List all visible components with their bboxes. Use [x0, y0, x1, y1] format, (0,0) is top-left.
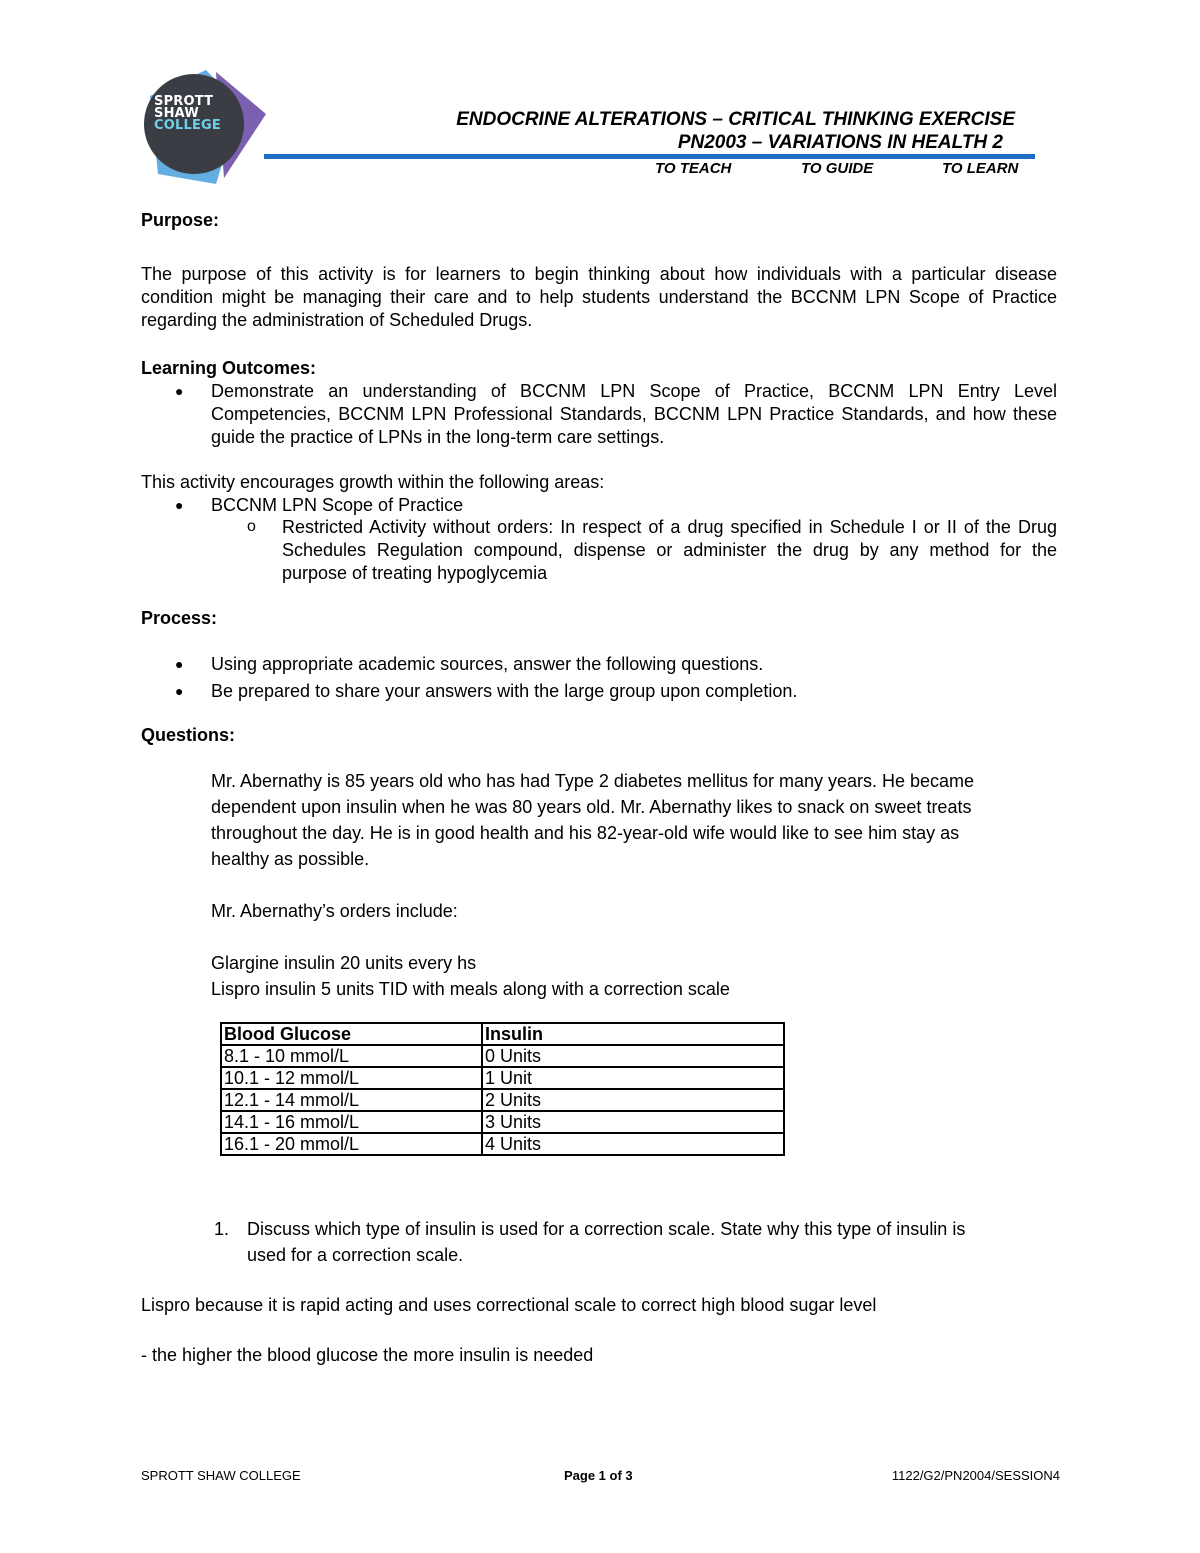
purpose-text: The purpose of this activity is for learners to begin thinking about how individuals with a particular disease condition might be managing their care and to help students understand the BCCNM LPN Scope of Practice regarding the administration of Scheduled Drugs. — [141, 264, 1057, 330]
insulin-cell: 1 Unit — [482, 1067, 784, 1089]
bullet-icon: ● — [175, 656, 184, 672]
tagline-teach: TO TEACH — [655, 160, 732, 177]
sub-bullet-icon: o — [247, 518, 256, 535]
tagline-learn: TO LEARN — [942, 160, 1019, 177]
insulin-cell: 4 Units — [482, 1133, 784, 1155]
glucose-cell: 8.1 - 10 mmol/L — [221, 1045, 482, 1067]
title-line: ENDOCRINE ALTERATIONS – CRITICAL THINKING EXERCISE — [456, 109, 1015, 130]
order-glargine: Glargine insulin 20 units every hs — [211, 953, 477, 973]
correction-scale-table — [220, 1022, 785, 1156]
footer-page-number: Page 1 of 3 — [564, 1468, 633, 1483]
question-1-number: 1. — [214, 1219, 230, 1239]
scenario-line-4: healthy as possible. — [211, 849, 370, 869]
bullet-icon: ● — [175, 683, 184, 699]
header-blood-glucose: Blood Glucose — [221, 1023, 482, 1045]
taglines — [655, 160, 1025, 180]
growth-subitem: Restricted Activity without orders: In respect of a drug specified in Schedule I or II of the Drug Schedules Regulation compound, dispense or administer the drug by any method for the purpose of treating hypoglycemia — [282, 517, 1057, 583]
table-row — [221, 1133, 784, 1155]
scenario-line-2: dependent upon insulin when he was 80 years old. Mr. Abernathy likes to snack on sweet treats — [211, 797, 972, 817]
header-rule — [264, 154, 1035, 159]
insulin-cell: 3 Units — [482, 1111, 784, 1133]
learning-outcomes-heading: Learning Outcomes: — [141, 358, 317, 378]
document-title — [456, 108, 1015, 154]
table-header-row — [221, 1023, 784, 1045]
logo-line-2: SHAW — [154, 106, 199, 121]
footer-code: 1122/G2/PN2004/SESSION4 — [891, 1468, 1060, 1483]
scenario-line-1: Mr. Abernathy is 85 years old who has had Type 2 diabetes mellitus for many years. He became — [211, 771, 975, 791]
answer-line-1: Lispro because it is rapid acting and uses correctional scale to correct high blood sugar level — [141, 1295, 877, 1315]
orders-intro: Mr. Abernathy’s orders include: — [211, 901, 458, 921]
insulin-cell: 2 Units — [482, 1089, 784, 1111]
growth-item: BCCNM LPN Scope of Practice — [211, 495, 464, 515]
table-row — [221, 1045, 784, 1067]
purpose-heading: Purpose: — [141, 210, 220, 230]
tagline-guide: TO GUIDE — [801, 160, 874, 177]
scenario-line-3: throughout the day. He is in good health and his 82-year-old wife would like to see him stay as — [211, 823, 960, 843]
logo-wordmark — [154, 96, 221, 132]
table-row — [221, 1067, 784, 1089]
process-item-1: Using appropriate academic sources, answer the following questions. — [211, 654, 764, 674]
question-1-line-2: used for a correction scale. — [247, 1245, 464, 1265]
glucose-cell: 12.1 - 14 mmol/L — [221, 1089, 482, 1111]
footer-college: SPROTT SHAW COLLEGE — [141, 1468, 301, 1483]
process-heading: Process: — [141, 608, 218, 628]
bullet-icon: ● — [175, 383, 184, 399]
learning-outcome-item: Demonstrate an understanding of BCCNM LPN Scope of Practice, BCCNM LPN Entry Level Competencies, BCCNM LPN Professional Standards, BCCNM LPN Practice Standards, and how these guide the practice of LPNs in the long-term care settings. — [211, 381, 1057, 447]
insulin-cell: 0 Units — [482, 1045, 784, 1067]
table-row — [221, 1089, 784, 1111]
course-subtitle: PN2003 – VARIATIONS IN HEALTH 2 — [677, 132, 1003, 153]
glucose-cell: 16.1 - 20 mmol/L — [221, 1133, 482, 1155]
glucose-cell: 14.1 - 16 mmol/L — [221, 1111, 482, 1133]
logo-line-1: SPROTT — [154, 94, 214, 109]
answer-line-2: - the higher the blood glucose the more insulin is needed — [141, 1345, 594, 1365]
growth-intro: This activity encourages growth within the following areas: — [141, 472, 605, 492]
logo-line-3: COLLEGE — [154, 118, 221, 133]
bullet-icon: ● — [175, 497, 184, 513]
glucose-cell: 10.1 - 12 mmol/L — [221, 1067, 482, 1089]
header-insulin: Insulin — [482, 1023, 784, 1045]
college-logo — [136, 66, 268, 186]
process-item-2: Be prepared to share your answers with the large group upon completion. — [211, 681, 798, 701]
table-row — [221, 1111, 784, 1133]
questions-heading: Questions: — [141, 725, 236, 745]
order-lispro: Lispro insulin 5 units TID with meals along with a correction scale — [211, 979, 730, 999]
question-1-line-1: Discuss which type of insulin is used for a correction scale. State why this type of insulin is — [247, 1219, 966, 1239]
